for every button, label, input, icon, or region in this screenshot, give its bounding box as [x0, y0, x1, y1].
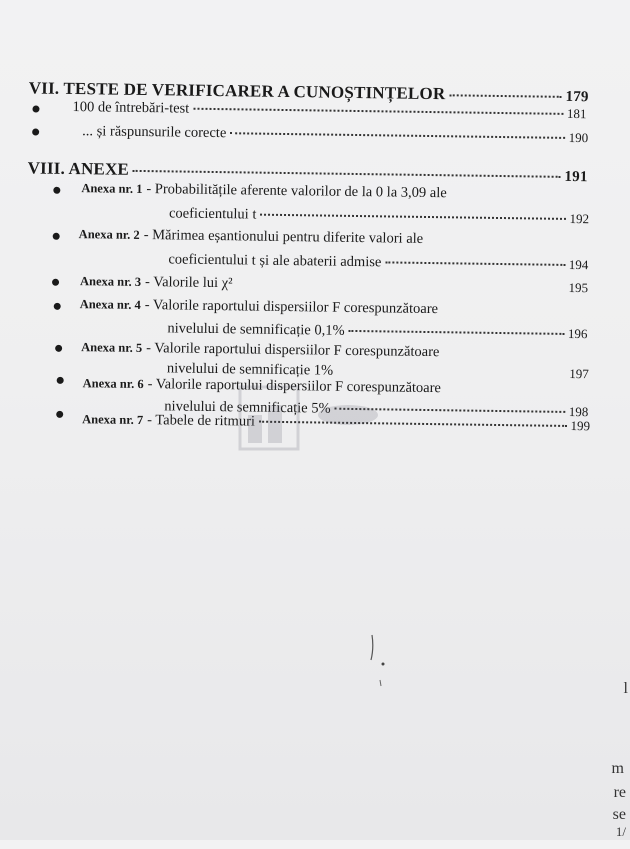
annex-title: - Mărimea eșantionului pentru diferite valori ale [143, 227, 424, 247]
annex-label: Anexa nr. 5 [81, 340, 143, 356]
annex-page: 196 [567, 325, 588, 342]
annex-label: Anexa nr. 4 [79, 297, 141, 312]
edge-fragment: m [611, 760, 624, 777]
annex-label: Anexa nr. 6 [82, 376, 144, 392]
toc-item-text: ... și răspunsurile corecte [82, 123, 227, 142]
annex-page: 192 [569, 210, 590, 227]
section-viii-title: VIII. ANEXE [27, 158, 130, 179]
section-vii-title: VII. TESTE DE VERIFICARER A CUNOȘTINȚELOR [28, 78, 446, 104]
annex-label: Anexa nr. 2 [78, 227, 140, 242]
annex-title: - Probabilitățile aferente valorilor de la 0 la 3,09 ale [146, 181, 447, 202]
annex-label: Anexa nr. 7 [82, 412, 144, 428]
annex-page: 197 [569, 365, 589, 382]
edge-fragment: se [612, 806, 626, 823]
toc-item-page: 190 [568, 129, 589, 146]
annex-page: 194 [568, 256, 589, 273]
annex-title: - Valorile raportului dispersiilor F corespunzătoare [147, 376, 442, 397]
section-vii-page: 179 [565, 88, 589, 106]
annex-page: 195 [568, 279, 589, 296]
toc-item-text: 100 de întrebări-test [72, 99, 190, 117]
annex-title: - Valorile raportului dispersiilor F corespunzătoare [146, 340, 440, 361]
section-viii-page: 191 [564, 168, 588, 186]
toc-item-page: 181 [566, 105, 587, 122]
annex-title: - Valorile lui χ² [144, 274, 233, 292]
annex-title: - Valorile raportului dispersiilor F corespunzătoare [144, 297, 439, 318]
annex-title: - Tabele de ritmuri [147, 412, 256, 430]
annex-label: Anexa nr. 3 [79, 274, 142, 289]
annex-title-cont: coeficientului t și ale abaterii admise [168, 251, 382, 271]
annex-title-cont: nivelului de semnificație 1% [166, 360, 334, 379]
annex-page: 198 [568, 403, 589, 420]
annex-page: 199 [570, 418, 591, 434]
annex-label: Anexa nr. 1 [81, 181, 143, 197]
annex-title-cont: nivelului de semnificație 5% [164, 398, 331, 417]
edge-fragment: l [623, 680, 628, 697]
edge-fragment: re [613, 784, 626, 801]
annex-title-cont: nivelului de semnificație 0,1% [167, 320, 345, 339]
edge-fragment: 1/ [615, 824, 626, 839]
annex-title-cont: coeficientului t [168, 205, 257, 223]
